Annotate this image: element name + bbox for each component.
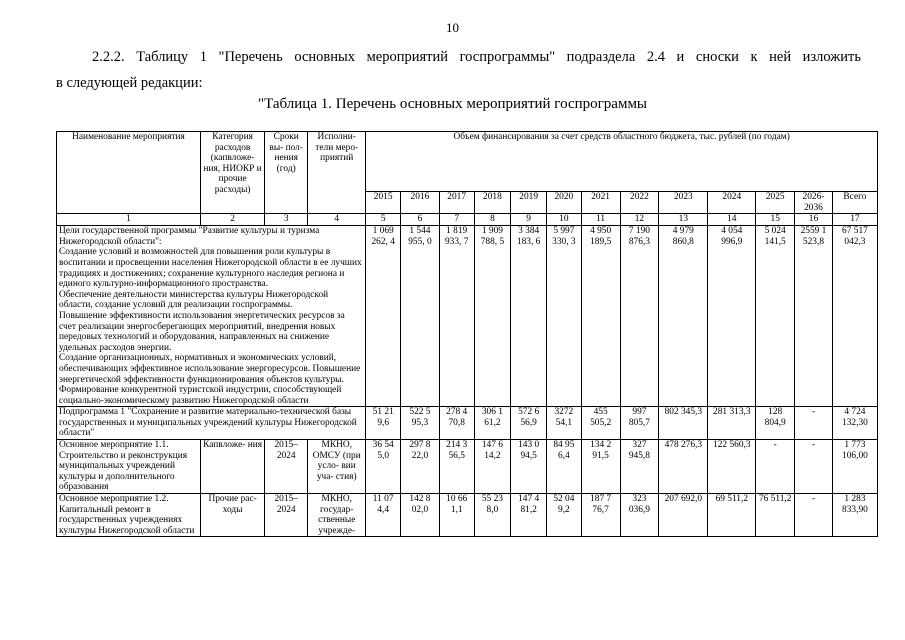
value-2020: 52 04 9,2 [547, 494, 582, 537]
goal-line: Повышение эффективности использования энергетических ресурсов за счет реализации энергосберегающих мероприятий, внедрения новых передовых технологий и оборудования, направленных на снижение удельных расходов энергии. [59, 310, 345, 353]
value-2026-2036: 2559 1 523,8 [795, 226, 833, 407]
year-2018: 2018 [474, 192, 511, 214]
measure-category: Прочие рас- ходы [200, 494, 264, 537]
value-2025: - [756, 440, 795, 494]
table-row-goals [57, 226, 878, 407]
col-number: 7 [439, 214, 474, 226]
header-row-1 [57, 132, 878, 192]
year-2022: 2022 [620, 192, 659, 214]
value-2023: 4 979 860,8 [659, 226, 708, 407]
measure-terms: 2015– 2024 [265, 440, 308, 494]
column-numbers-row [57, 214, 878, 226]
measure-executors: МКНО, государ- ственные учрежде- [308, 494, 366, 537]
value-2024: 281 313,3 [708, 407, 756, 440]
value-2018: 306 1 61,2 [474, 407, 511, 440]
value-2023: 207 692,0 [659, 494, 708, 537]
value-2017: 278 4 70,8 [439, 407, 474, 440]
value-total: 1 283 833,90 [832, 494, 877, 537]
year-2020: 2020 [547, 192, 582, 214]
value-2026-2036: - [795, 494, 833, 537]
year-2021: 2021 [581, 192, 620, 214]
value-2021: 187 7 76,7 [581, 494, 620, 537]
value-2022: 323 036,9 [620, 494, 659, 537]
measure-name: Основное мероприятие 1.2. Капитальный ремонт в государственных учреждениях культуры Нижегородской области [57, 494, 201, 537]
intro-paragraph [56, 44, 861, 96]
header-financing: Объем финансирования за счет средств областного бюджета, тыс. рублей (по годам) [366, 132, 878, 192]
value-2026-2036: - [795, 407, 833, 440]
col-number: 6 [401, 214, 440, 226]
col-number: 3 [265, 214, 308, 226]
value-2015: 51 21 9,6 [366, 407, 401, 440]
measure-name: Основное мероприятие 1.1. Строительство и реконструкция муниципальных учреждений культуры и дополнительного образования [57, 440, 201, 494]
col-number: 15 [756, 214, 795, 226]
value-2020: 3272 54,1 [547, 407, 582, 440]
value-total: 1 773 106,00 [832, 440, 877, 494]
measure-category: Капвложе- ния [200, 440, 264, 494]
value-2021: 4 950 189,5 [581, 226, 620, 407]
table-row-subprogram-1 [57, 407, 878, 440]
value-2018: 1 909 788, 5 [474, 226, 511, 407]
value-2022: 997 805,7 [620, 407, 659, 440]
value-2026-2036: - [795, 440, 833, 494]
value-2016: 1 544 955, 0 [401, 226, 440, 407]
col-number: 1 [57, 214, 201, 226]
value-2021: 134 2 91,5 [581, 440, 620, 494]
value-2023: 478 276,3 [659, 440, 708, 494]
value-total: 4 724 132,30 [832, 407, 877, 440]
year-2017: 2017 [439, 192, 474, 214]
goal-line: Формирование конкурентной туристской индустрии, способствующей социально-экономическому развитию Нижегородской области [59, 385, 342, 406]
year-total: Всего [832, 192, 877, 214]
value-2019: 143 0 94,5 [511, 440, 547, 494]
value-2017: 10 66 1,1 [439, 494, 474, 537]
col-number: 2 [200, 214, 264, 226]
value-2016: 297 8 22,0 [401, 440, 440, 494]
measures-table [56, 131, 878, 537]
value-2021: 455 505,2 [581, 407, 620, 440]
goal-line: Обеспечение деятельности министерства культуры Нижегородской области, создание условий для реализации госпрограммы. [59, 289, 329, 311]
value-2019: 147 4 81,2 [511, 494, 547, 537]
col-number: 14 [708, 214, 756, 226]
year-2016: 2016 [401, 192, 440, 214]
measure-terms: 2015– 2024 [265, 494, 308, 537]
intro-line-2: в следующей редакции: [56, 75, 203, 91]
col-number: 9 [511, 214, 547, 226]
value-2015: 1 069 262, 4 [366, 226, 401, 407]
col-number: 8 [474, 214, 511, 226]
table-caption: "Таблица 1. Перечень основных мероприятий госпрограммы [257, 96, 648, 112]
year-2019: 2019 [511, 192, 547, 214]
value-2017: 214 3 56,5 [439, 440, 474, 494]
value-2018: 147 6 14,2 [474, 440, 511, 494]
col-number: 13 [659, 214, 708, 226]
col-number: 16 [795, 214, 833, 226]
value-2024: 69 511,2 [708, 494, 756, 537]
intro-line-1: 2.2.2. Таблицу 1 "Перечень основных мероприятий госпрограммы" подраздела 2.4 и сноски к ней изложить [92, 49, 861, 65]
col-number: 12 [620, 214, 659, 226]
table-row-measure-1-1 [57, 440, 878, 494]
header-name: Наименование мероприятия [57, 132, 201, 214]
col-number: 4 [308, 214, 366, 226]
value-2024: 4 054 996,9 [708, 226, 756, 407]
value-2022: 7 190 876,3 [620, 226, 659, 407]
year-2015: 2015 [366, 192, 401, 214]
col-number: 10 [547, 214, 582, 226]
table-row-measure-1-2 [57, 494, 878, 537]
value-2015: 36 54 5,0 [366, 440, 401, 494]
value-2019: 3 384 183, 6 [511, 226, 547, 407]
year-2023: 2023 [659, 192, 708, 214]
value-2016: 522 5 95,3 [401, 407, 440, 440]
subprogram-name: Подпрограмма 1 "Сохранение и развитие материально-технической базы государственных и муниципальных учреждений культуры Нижегородской области" [57, 407, 366, 440]
value-2024: 122 560,3 [708, 440, 756, 494]
value-total: 67 517 042,3 [832, 226, 877, 407]
col-number: 5 [366, 214, 401, 226]
value-2017: 1 819 933, 7 [439, 226, 474, 407]
value-2020: 5 997 330, 3 [547, 226, 582, 407]
page-number: 10 [446, 20, 459, 35]
goal-line: Создание условий и возможностей для повышения роли культуры в воспитании и просвещении населения Нижегородской области в ее лучших традициях и достижениях; сохранение культурного наследия региона и единого культурно-информационного пространства. [59, 247, 362, 290]
value-2025: 76 511,2 [756, 494, 795, 537]
year-2026-2036: 2026- 2036 [795, 192, 833, 214]
measure-executors: МКНО, ОМСУ (при усло- вии уча- стия) [308, 440, 366, 494]
value-2025: 128 804,9 [756, 407, 795, 440]
goal-line: Цели государственной программы "Развитие культуры и туризма Нижегородской области": [59, 226, 320, 247]
value-2015: 11 07 4,4 [366, 494, 401, 537]
goal-line: Создание организационных, нормативных и экономических условий, обеспечивающих эффективное использование энергоресурсов. Повышение энергетической эффективности функционирования объектов культуры. [59, 353, 361, 385]
header-executors: Исполни- тели меро- приятий [308, 132, 366, 214]
header-terms: Сроки вы- пол- нения (год) [265, 132, 308, 214]
value-2020: 84 95 6,4 [547, 440, 582, 494]
col-number: 11 [581, 214, 620, 226]
value-2022: 327 945,8 [620, 440, 659, 494]
year-2024: 2024 [708, 192, 756, 214]
value-2019: 572 6 56,9 [511, 407, 547, 440]
value-2023: 802 345,3 [659, 407, 708, 440]
year-2025: 2025 [756, 192, 795, 214]
header-category: Категория расходов (капвложе- ния, НИОКР и прочие расходы) [200, 132, 264, 214]
value-2016: 142 8 02,0 [401, 494, 440, 537]
goals-description [57, 226, 366, 407]
col-number: 17 [832, 214, 877, 226]
value-2025: 5 024 141,5 [756, 226, 795, 407]
value-2018: 55 23 8,0 [474, 494, 511, 537]
